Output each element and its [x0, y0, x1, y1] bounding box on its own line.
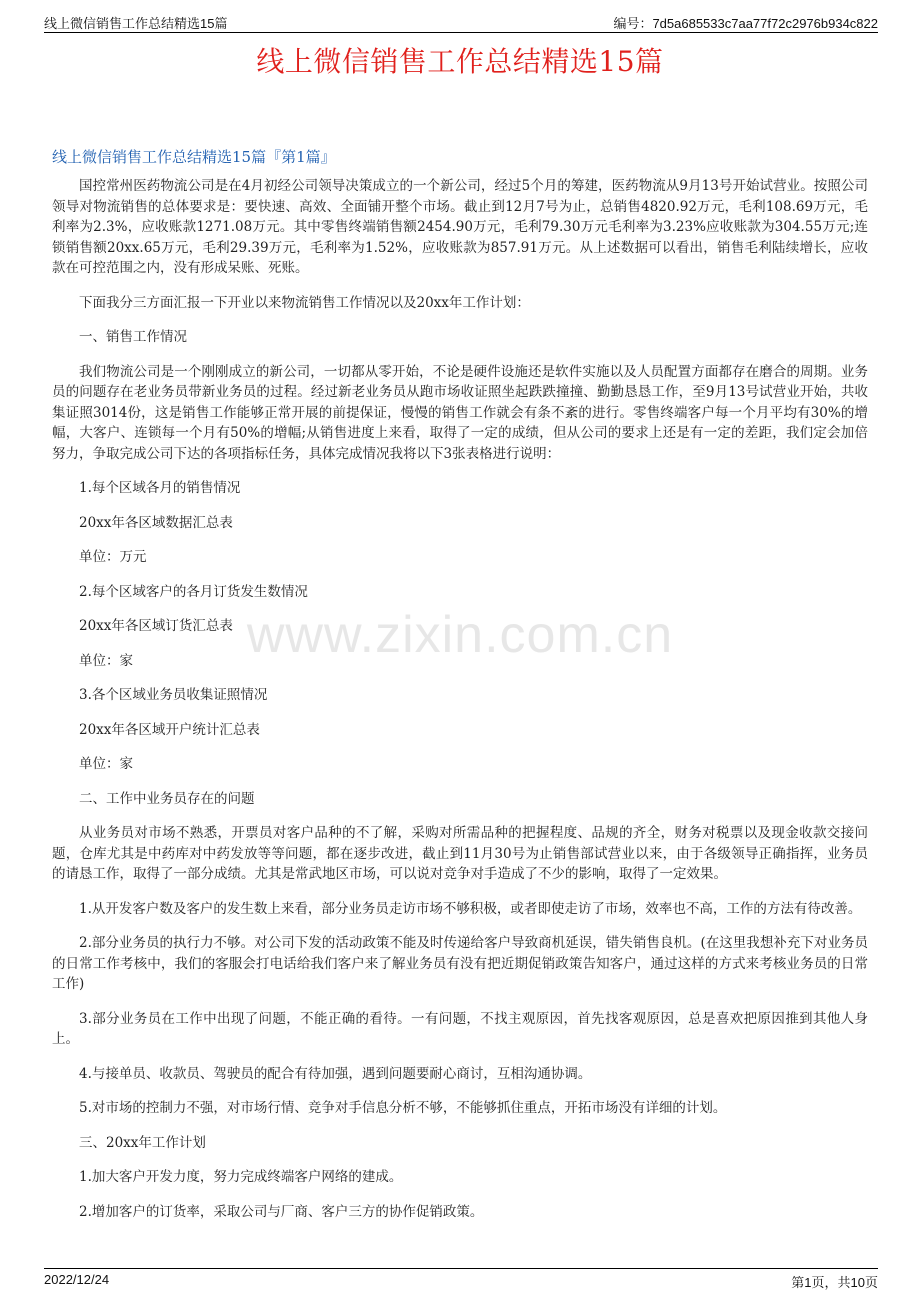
paragraph: 下面我分三方面汇报一下开业以来物流销售工作情况以及20xx年工作计划： — [79, 294, 530, 311]
header-doc-number: 编号：7d5a685533c7aa77f72c2976b934c822 — [613, 16, 878, 31]
list-item: 3.各个区域业务员收集证照情况 — [79, 687, 268, 703]
list-item: 1.从开发客户数及客户的发生数上来看，部分业务员走访市场不够积极，或者即使走访了市场，效率也不高，工作的方法有待改善。 — [79, 900, 862, 917]
list-item: 3.部分业务员在工作中出现了问题，不能正确的看待。一有问题，不找主观原因，首先找客观原因，总是喜欢把原因推到其他人身上。 — [52, 1010, 868, 1047]
unit-label: 单位：家 — [79, 652, 133, 669]
paragraph: 从业务员对市场不熟悉，开票员对客户品种的不了解，采购对所需品种的把握程度、品规的齐全，财务对税票以及现金收款交接问题，仓库尤其是中药库对中药发放等等问题，都在逐步改进，截止到11月30号为止销售部试营业以来，由于各级领导正确指挥，业务员的请恳工作，取得了一部分成绩。尤其是常武地区市场，可以说对竞争对手造成了不少的影响，取得了一定效果。 — [52, 825, 868, 882]
section-title: 线上微信销售工作总结精选15篇『第1篇』 — [52, 148, 336, 166]
heading: 二、工作中业务员存在的问题 — [79, 790, 255, 807]
page-header — [44, 12, 878, 33]
table-caption: 20xx年各区域数据汇总表 — [79, 514, 233, 531]
table-caption: 20xx年各区域开户统计汇总表 — [79, 721, 260, 738]
list-item: 1.每个区域各月的销售情况 — [79, 480, 241, 496]
document-title: 线上微信销售工作总结精选15篇 — [256, 45, 664, 78]
document-body — [52, 176, 868, 1222]
list-item: 1.加大客户开发力度，努力完成终端客户网络的建成。 — [79, 1169, 403, 1185]
header-doc-title: 线上微信销售工作总结精选15篇 — [44, 16, 228, 31]
list-item: 2.部分业务员的执行力不够。对公司下发的活动政策不能及时传递给客户导致商机延误，错失销售良机。(在这里我想补充下对业务员的日常工作考核中，我们的客服会打电话给我们客户来了解业务员有没有把近期促销政策告知客户，通过这样的方式来考核业务员的日常工作) — [52, 935, 868, 992]
table-caption: 20xx年各区域订货汇总表 — [79, 618, 233, 634]
list-item: 2.每个区域客户的各月订货发生数情况 — [79, 583, 308, 600]
unit-label: 单位：万元 — [79, 549, 147, 565]
paragraph: 国控常州医药物流公司是在4月初经公司领导决策成立的一个新公司，经过5个月的筹建，医药物流从9月13号开始试营业。按照公司领导对物流销售的总体要求是：要快速、高效、全面铺开整个市场。截止到12月7号为止，总销售4820.92万元，毛利108.69万元，毛利率为2.3%，应收账款1271.08万元。其中零售终端销售额2454.90万元，毛利79.30万元毛利率为3.23%应收账款为304.55万元;连锁销售额20xx.65万元，毛利29.39万元，毛利率为1.52%，应收账款为857.91万元。从上述数据可以看出，销售毛利陆续增长，应收款在可控范围之内，没有形成呆账、死账。 — [52, 178, 868, 276]
list-item: 2.增加客户的订货率，采取公司与厂商、客户三方的协作促销政策。 — [79, 1203, 484, 1220]
footer-page-number: 第1页，共10页 — [791, 1275, 878, 1290]
footer-date: 2022/12/24 — [44, 1272, 110, 1287]
list-item: 4.与接单员、收款员、驾驶员的配合有待加强，遇到问题要耐心商讨，互相沟通协调。 — [79, 1065, 592, 1082]
watermark: www.zixin.com.cn — [246, 606, 674, 664]
paragraph: 我们物流公司是一个刚刚成立的新公司，一切都从零开始，不论是硬件设施还是软件实施以及人员配置方面都存在磨合的周期。业务员的问题存在老业务员带新业务员的过程。经过新老业务员从跑市场收证照坐起跌跌撞撞、勤勤恳恳工作，至9月13号试营业开始，共收集证照3014份，这是销售工作能够正常开展的前提保证，慢慢的销售工作就会有条不紊的进行。零售终端客户每一个月平均有30%的增幅，大客户、连锁每一个月有50%的增幅;从销售进度上来看，取得了一定的成绩，但从公司的要求上还是有一定的差距，我们定会加倍努力，争取完成公司下达的各项指标任务，具体完成情况我将以下3张表格进行说明： — [52, 363, 868, 462]
list-item: 5.对市场的控制力不强，对市场行情、竞争对手信息分析不够，不能够抓住重点，开拓市场没有详细的计划。 — [79, 1100, 727, 1116]
unit-label: 单位：家 — [79, 756, 133, 772]
page-footer — [44, 1268, 878, 1290]
heading: 一、销售工作情况 — [79, 329, 187, 345]
heading: 三、20xx年工作计划 — [79, 1134, 206, 1151]
